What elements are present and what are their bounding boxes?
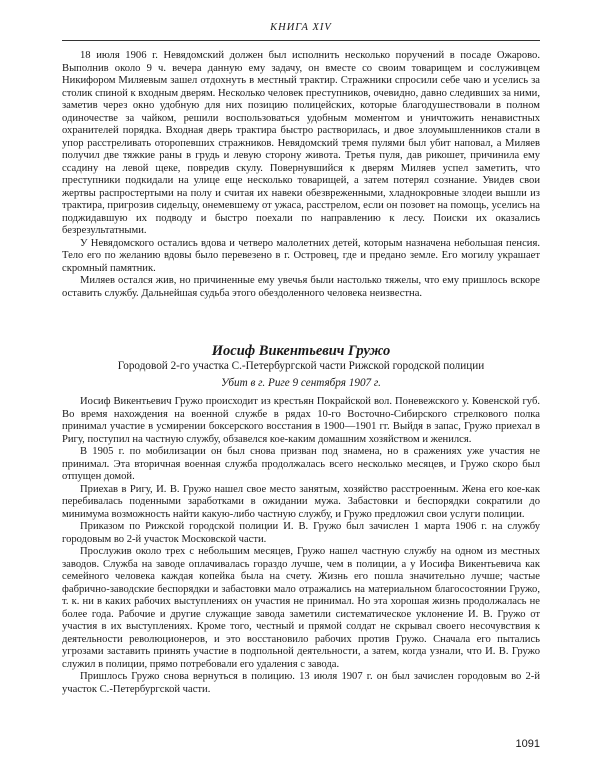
paragraph: У Невядомского остались вдова и четверо малолетних детей, которым назначена небольшая пенсия. Тело его по желанию вдовы было перевезено в г. Островец, где и предано земле. Его могилу украшает скромный памятник.: [62, 237, 540, 274]
paragraph: Миляев остался жив, но причиненные ему увечья были настолько тяжелы, что ему пришлось вскоре оставить службу. Дальнейшая судьба этого обездоленного человека неизвестна.: [62, 275, 540, 299]
page-number: 1091: [515, 738, 540, 750]
paragraph: Приехав в Ригу, И. В. Гружо нашел свое место занятым, хозяйство расстроенным. Жена его кое-как перебивалась поденными заработками в ожидании мужа. Забастовки и беспорядки сократили до минимума возможность найти какую-либо частную службу, и Гружо предложил свои услуги полиции.: [62, 483, 540, 520]
running-head: КНИГА XIV: [270, 22, 332, 33]
biography-position: Городовой 2-го участка С.-Петербургской части Рижской городской полиции: [117, 360, 485, 372]
paragraph: Пришлось Гружо снова вернуться в полицию. 13 июля 1907 г. он был зачислен городовым во 2-й участок С.-Петербургской части.: [62, 671, 540, 695]
paragraph: Иосиф Викентьевич Гружо происходит из крестьян Покрайской вол. Поневежского у. Ковенской губ. Во время нахождения на военной службе в рядах 10-го Восточно-Сибирского стрелкового полка принимал участие в усмирении боксерского восстания в 1900—1901 гг. Выйдя в запас, Гружо приехал в Ригу, поступил на частную службу, обзавелся кое-каким домашним хозяйством и женился.: [62, 396, 540, 445]
paragraph: Приказом по Рижской городской полиции И. В. Гружо был зачислен 1 марта 1906 г. на службу городовым во 2-й участок Московской части.: [62, 521, 540, 545]
biography-death-note: Убит в г. Риге 9 сентября 1907 г.: [221, 377, 381, 389]
biography-name: Иосиф Викентьевич Гружо: [211, 343, 391, 359]
biography-body: [62, 396, 540, 696]
paragraph: Прослужив около трех с небольшим месяцев, Гружо нашел частную службу на одном из местных заводов. Служба на заводе оплачивалась гораздо лучше, чем в полиции, а у Иосифа Викентьевича как семейного человека каждая копейка была на счету. Жизнь его пошла значительно лучше; частые фабрично-заводские беспорядки и забастовки мало отражались на материальном благосостоянии Гружо, т. к. ни в каких рабочих выступлениях он участия не принимал. Но эта хорошая жизнь продолжалась не более года. Рабочие и другие служащие завода заметили систематическое уклонение И. В. Гружо от участия в их выступлениях. Кроме того, честный и прямой солдат не скрывал своего несочувствия к деятельности революционеров, и это восстановило рабочих против Гружо. Сначала его пытались угрозами заставить принять участие в подпольной деятельности, а затем, когда узнали, что И. В. Гружо служил в полиции, прямо потребовали его удаления с завода.: [62, 546, 540, 670]
section-continuation: [62, 50, 540, 300]
paragraph: 18 июля 1906 г. Невядомский должен был исполнить несколько поручений в посаде Ожарово. Выполнив около 9 ч. вечера данную ему задачу, он вместе со своим товарищем и сослуживцем Никифором Миляевым зашел отдохнуть в местный трактир. Стражники спросили себе чаю и уселись за столик спиной к входным дверям. Несколько человек преступников, очевидно, давно следивших за ними, заметив через окно удобную для них позицию полицейских, которые благодушествовали в полном одиночестве за чайком, решили воспользоваться удобным моментом и уничтожить ненавистных охранителей порядка. Входная дверь трактира быстро растворилась, и двое злоумышленников стали в упор расстреливать оторопевших стражников. Невядомский тремя пулями был убит наповал, а Миляев получил две тяжкие раны в грудь и левую сторону живота. Третья пуля, дав рикошет, причинила ему ссадину на левой щеке, повредив скулу. Повернувшийся к дверям Миляев успел заметить, что преступники подкидали на улице еще несколько товарищей, а затем потерял сознание. Увидев свои жертвы распростертыми на полу и считая их навеки обезвреженными, хладнокровные злодеи вышли из трактира, пригрозив сидельцу, онемевшему от ужаса, расстрелом, если он позовет на помощь, уселись на поджидавшую их подводу и быстро поехали по направлению к лесу. Поиски их оказались безрезультатными.: [62, 50, 540, 236]
paragraph: В 1905 г. по мобилизации он был снова призван под знамена, но в сражениях уже участия не принимал. Эта вторичная военная служба продолжалась всего несколько месяцев, и Гружо скоро был отпущен домой.: [62, 446, 540, 482]
header-rule: [62, 40, 540, 41]
